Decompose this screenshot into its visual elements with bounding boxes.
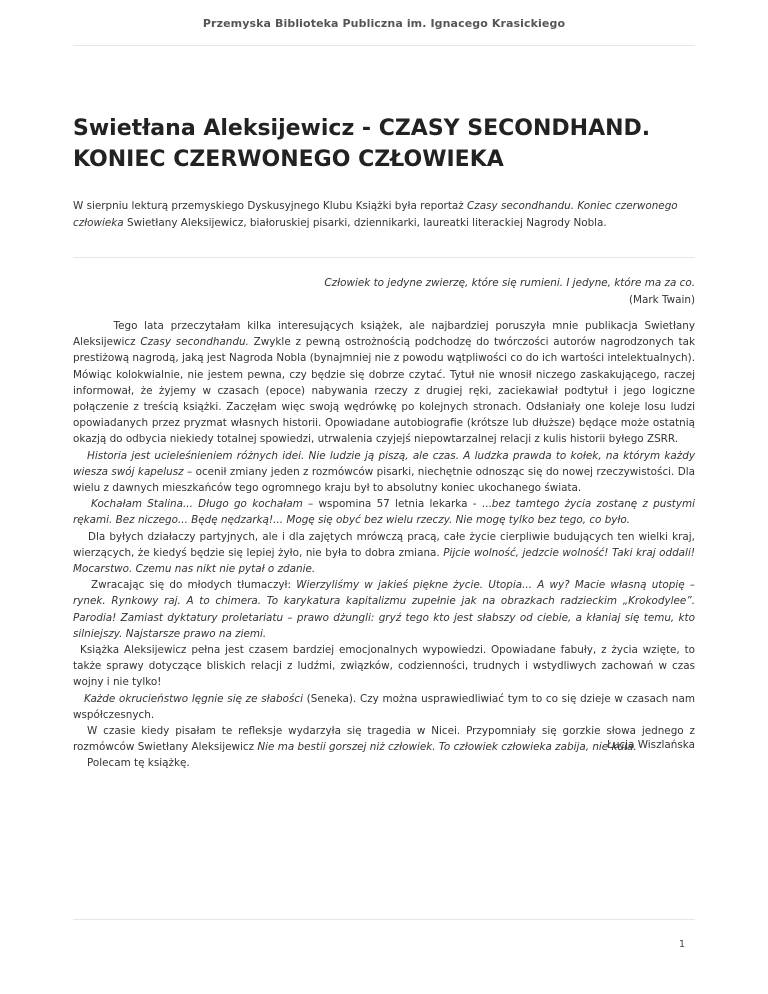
title-line-1: Swietłana Aleksijewicz - CZASY SECONDHAND. (73, 116, 651, 141)
library-header: Przemyska Biblioteka Publiczna im. Ignacego Krasickiego (202, 17, 566, 30)
paragraph-text: (Seneka). Czy można usprawiedliwiać tym to co się dzieje w czasach nam współczesnych. (73, 692, 695, 721)
paragraph-italic: Pijcie wolność, jedzcie wolność! Taki kraj oddali! Mocarstwo. Czemu nas nikt nie pytał o zdanie. (73, 546, 695, 576)
body-paragraph (73, 691, 695, 723)
paragraph-text: Zwracając się do młodych tłumaczył: (91, 579, 297, 592)
title-line-2: KONIEC CZERWONEGO CZŁOWIEKA (73, 147, 504, 172)
paragraph-text: W czasie kiedy pisałam te refleksje wydarzyła się tragedia w Nicei. Przypomniały się gorzkie słowa jednego z rozmówców Swietłany Aleksijewicz (73, 725, 695, 754)
paragraph-italic: Wierzyliśmy w jakieś piękne życie. Utopia... A wy? Macie własną utopię – rynek. Rynkowy raj. A to chimera. To karykatura kapitalizmu zupełnie jak na obrazkach radzieckim „Krokodylee”. Parodia! Zamiast dyktatury proletariatu – prawo dżungli: gryź tego kto jest słabszy od ciebie, a kłaniaj się temu, kto silniejszy. Najstarsze prawo na ziemi. (73, 579, 695, 640)
paragraph-italic: Czasy secondhandu. (140, 336, 249, 349)
paragraph-text: Zwykle z pewną ostrożnością podchodzę do twórczości autorów nagrodzonych tak prestiżową nagrodą, jaką jest Nagroda Nobla (bynajmniej nie z powodu wątpliwości co do ich wartości intelektualnych). Mówiąc kolokwialnie, nie jestem pewna, czy będzie się dobrze czytać. Tytuł nie wnosił niczego zaskakującego, raczej informował, że żyjemy w czasach (epoce) nabywania rzeczy z drugiej ręki, zaciekawiał podtytuł i jego logiczne połączenie z treścią książki. Zaczęłam więc swoją wędrówkę po kolejnych stronach. Odsłaniały one koleje losu ludzi opowiadanych przez pryzmat własnych historii. Opowiadane autobiografie (krótsze lub dłuższe) będące może ostatnią okazją do odbycia niekiedy totalnej spowiedzi, utrwalenia czyjejś niepowtarzalnej relacji z kulis historii byłego ZSRR. (73, 336, 696, 446)
intro-text: W sierpniu lekturą przemyskiego Dyskusyjnego Klubu Książki była reportaż (73, 200, 468, 212)
body-paragraph (73, 577, 695, 642)
paragraph-italic: Kochałam Stalina... Długo go kochałam (91, 498, 303, 511)
body-paragraph (73, 448, 695, 497)
paragraph-text: – wspomina 57 letnia lekarka - ... (302, 498, 492, 511)
intro-paragraph (73, 198, 695, 232)
intro-book-title: Czasy secondhandu. Koniec czerwonego człowieka (73, 200, 678, 229)
paragraph-text: – ocenił zmiany jeden z rozmówców pisarki, niechętnie odnosząc się do nowej rzeczywistości. Dla wielu z dawnych mieszkańców tego ogromnego kraju był to absolutny koniec ukochanego świata. (73, 465, 695, 495)
author-signature: Łucja Wiszlańska (607, 739, 695, 751)
paragraph-italic: Nie ma bestii gorszej niż człowiek. To człowiek człowieka zabija, nie kula. (257, 741, 637, 754)
paragraph-text: Polecam tę książkę. (87, 757, 190, 770)
intro-text-end: Swietłany Aleksijewicz, białoruskiej pisarki, dziennikarki, laureatki literackiej Nagrody Nobla. (123, 217, 607, 229)
body-paragraph (73, 755, 695, 771)
body-paragraph (73, 642, 695, 691)
epigraph-author: (Mark Twain) (629, 294, 695, 306)
header-divider (73, 45, 695, 46)
body-paragraph (73, 318, 699, 448)
paragraph-italic: Historia jest ucieleśnieniem różnych idei. Nie ludzie ją piszą, ale czas. A ludzka prawda to kołek, na którym każdy wiesza swój kapelusz (73, 449, 695, 478)
footer-divider (73, 919, 695, 920)
paragraph-text: Książka Aleksijewicz pełna jest czasem bardziej emocjonalnych wypowiedzi. Opowiadane fabuły, z życia wzięte, to także sprawy dotyczące bliskich relacji z ludźmi, związków, codzienności, trudnych i wstydliwych zachowań w czas wojny i nie tylko! (73, 644, 695, 689)
paragraph-text: Tego lata przeczytałam kilka interesujących książek, ale najbardziej poruszyła mnie publikacja Swietłany Aleksijewicz (73, 320, 699, 349)
article-body (73, 318, 699, 772)
body-paragraph (73, 496, 695, 528)
epigraph-quote: Człowiek to jedyne zwierzę, które się rumieni. I jedyne, które ma za co. (324, 277, 695, 289)
intro-divider (73, 257, 695, 258)
paragraph-text: Dla byłych działaczy partyjnych, ale i dla zajętych mrówczą pracą, całe życie cierpliwie budujących ten wielki kraj, wierzących, że kiedyś będzie się lepiej żyło, nie była to dobra zmiana. (73, 530, 695, 559)
paragraph-italic: bez tamtego życia zostanę z pustymi rękami. Bez niczego... Będę nędzarką!... Mogę się obyć bez wielu rzeczy. Nie mogę tylko bez tego, co było. (73, 498, 696, 527)
paragraph-italic: Każde okrucieństwo lęgnie się ze słabości (84, 692, 303, 705)
page-number: 1 (678, 939, 685, 950)
body-paragraph (73, 529, 695, 578)
epigraph (73, 275, 695, 309)
article-title (73, 113, 695, 175)
